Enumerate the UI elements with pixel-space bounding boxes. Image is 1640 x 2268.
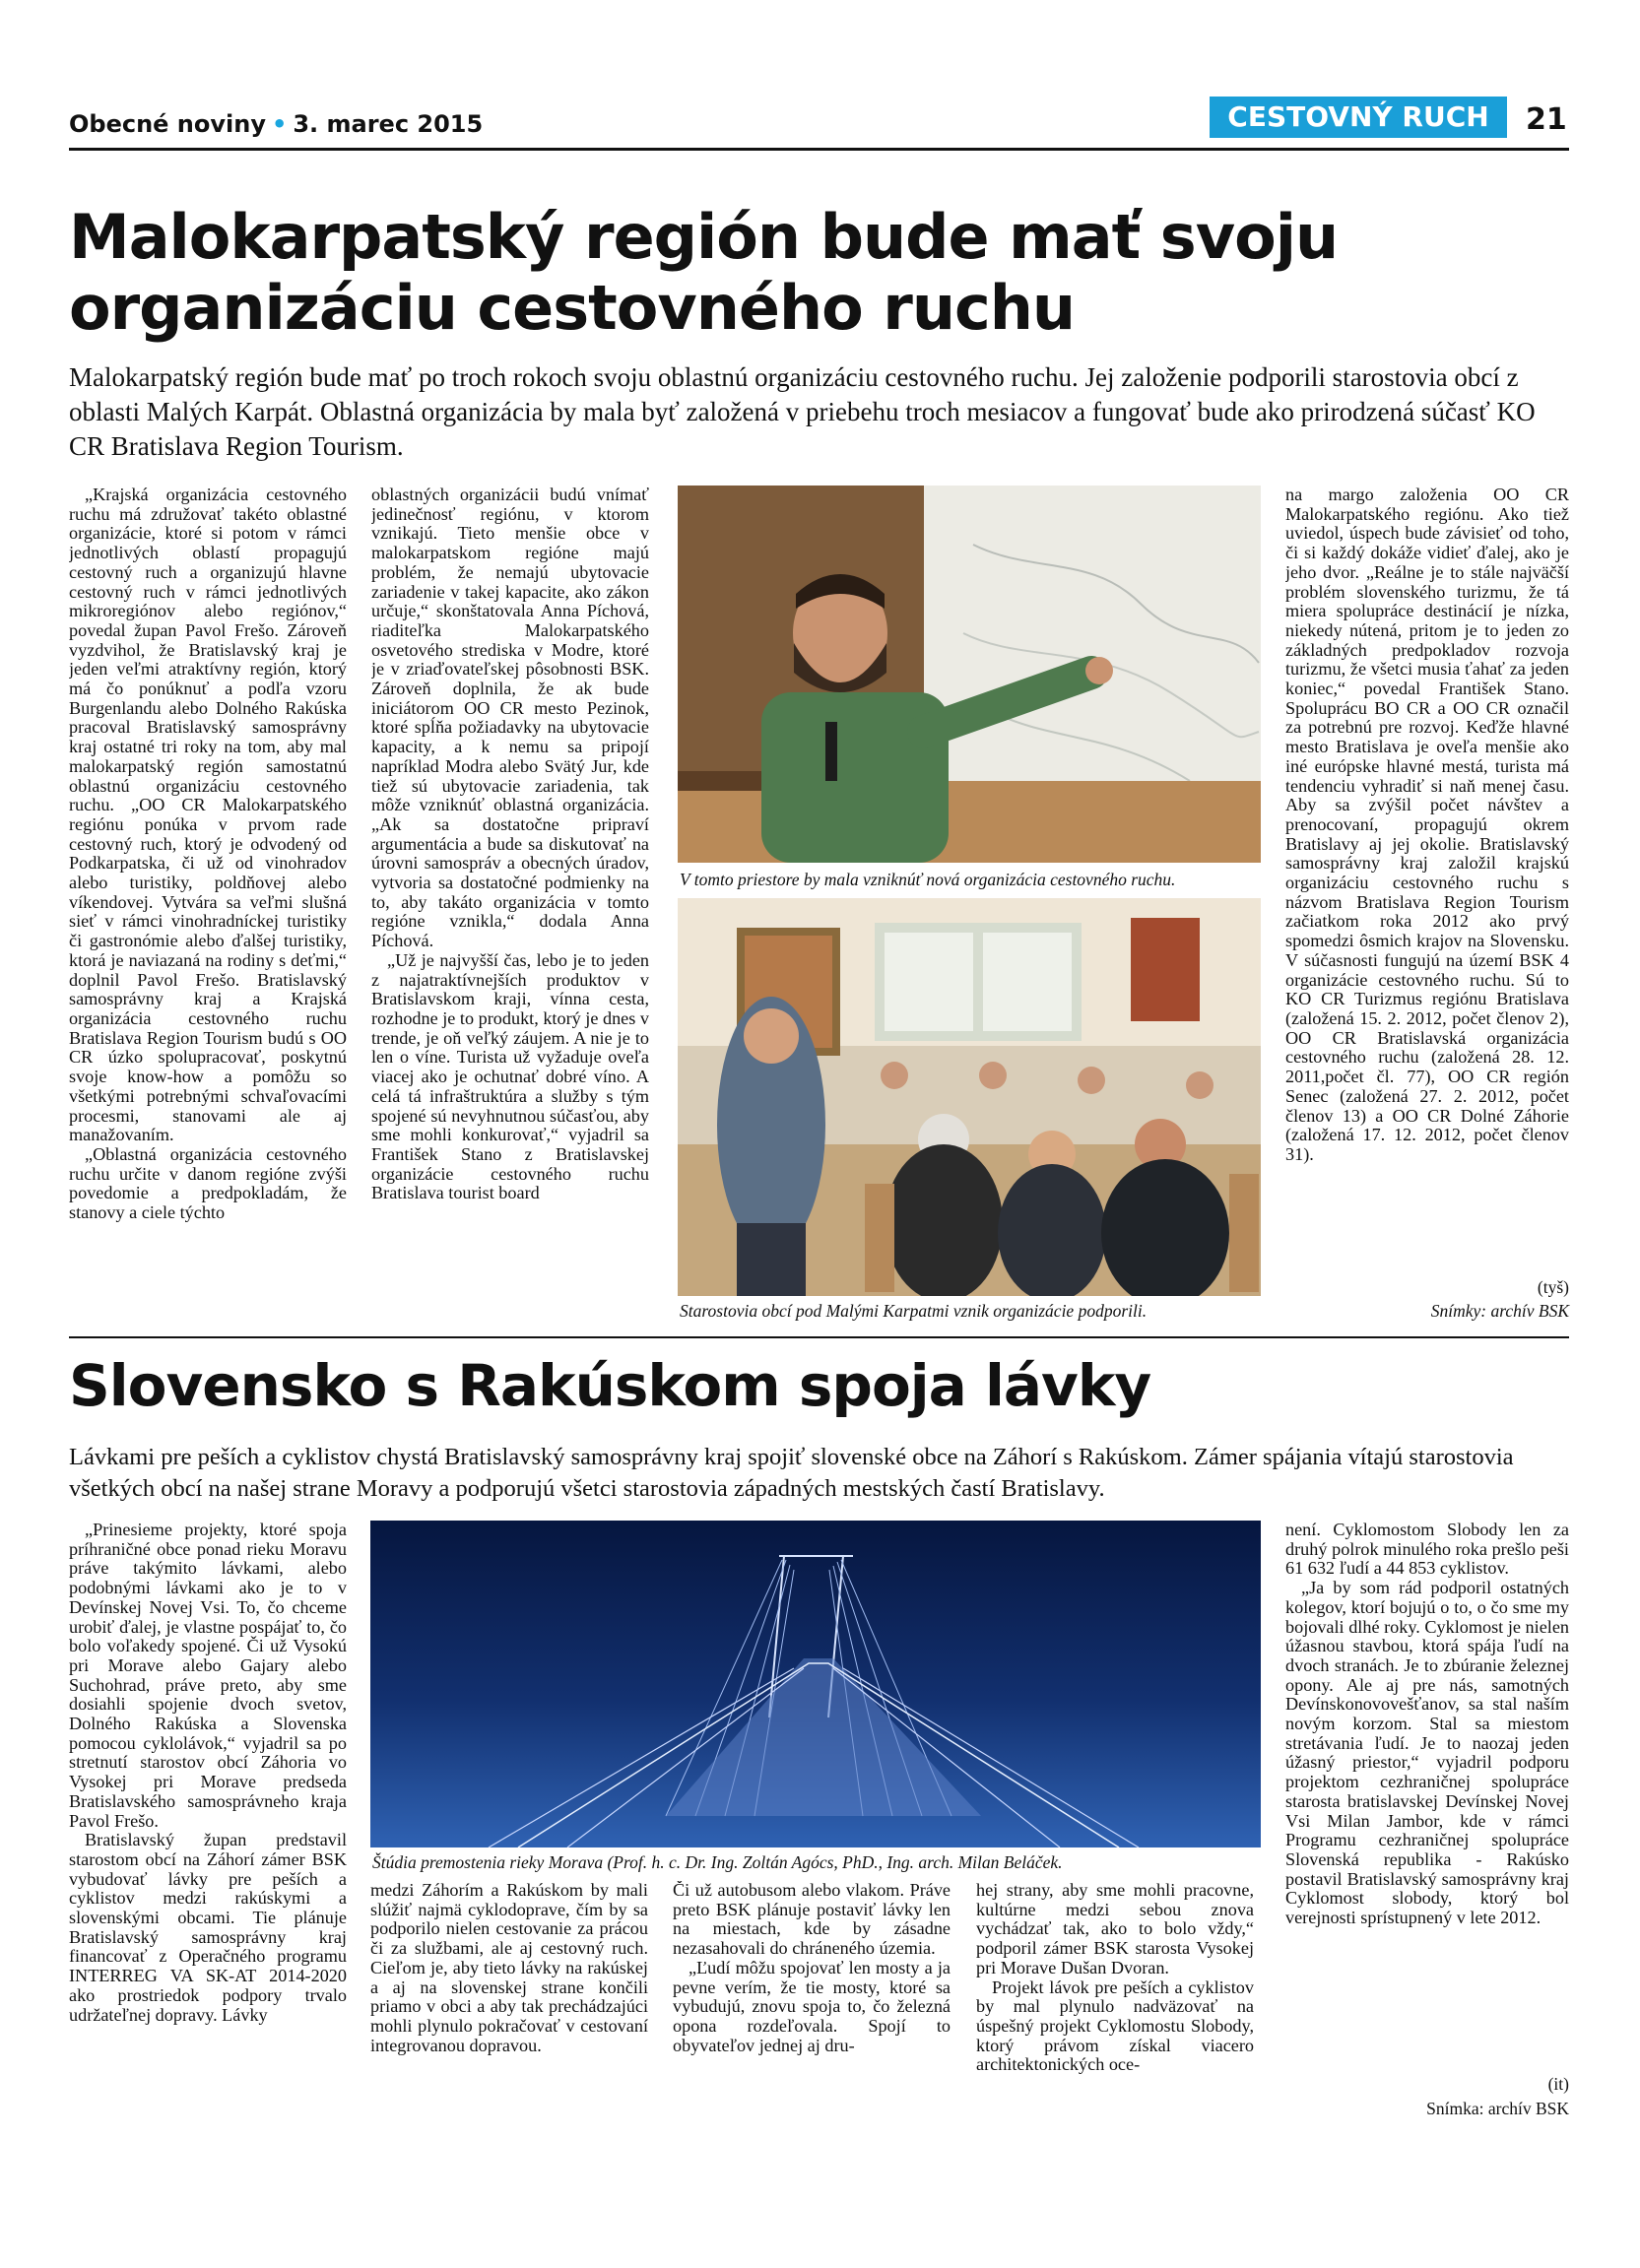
article2-photo-credit: Snímka: archív BSK <box>1426 2099 1569 2118</box>
photo-caption-2: Starostovia obcí pod Malými Karpatmi vznik organizácie podporili. <box>680 1301 1148 1321</box>
issue-date: 3. marec 2015 <box>293 110 484 138</box>
article1-headline <box>69 202 1338 344</box>
paragraph: „Krajská organizácia cestovného ruchu má združovať takéto oblastné organizácie, ktoré si potom v rámci jednotlivých oblastí propagujú cestovný ruch a organizujú hlavne cestovný ruch v rámci jednotlivých mikroregiónov alebo regiónov,“ povedal župan Pavol Frešo. Zároveň vyzdvihol, že Bratislavský kraj je jeden veľmi atraktívny región, ktorý má čo ponúknuť a podľa vzoru Burgenlandu alebo Dolného Rakúska pracoval Bratislavský samosprávny kraj ostatné tri roky na tom, aby mal malokarpatský región samostatnú oblastnú organizáciu cestovného ruchu. „OO CR Malokarpatského regiónu ponúka v prvom rade cestovný ruch, ktorý je odvodený od Podkarpatska, či už od vinohradov alebo turistiky, poldňovej alebo víkendovej. Vytvára sa veľmi slušná sieť v rámci vinohradníckej turistiky či gastronómie alebo ďalšej turistiky, ktorá je naviazaná na rodiny s deťmi,“ doplnil Pavol Frešo. Bratislavský samosprávny kraj a Krajská organizácia cestovného ruchu Bratislava Region Tourism budú s OO CR úzko spolupracovať, poskytnú svoje know-how a pomôžu so všetkými potrebnými schvaľovacími procesmi, stanovami ale aj manažovaním. <box>69 486 347 1145</box>
article2-column-2 <box>370 1881 648 2216</box>
paragraph: „Ja by som rád podporil ostatných kolegov, ktorí bojujú o to, o čo sme my bojovali dlhé roky. Cyklomost je nielen úžasnou stavbou, ktorá spája ľudí na dvoch stranách. Je to zbúranie železnej opony. Ale aj pre nás, samotných Devínskonovovešťanov, sa stal naším novým korzom. Stal sa miestom stretávania ľudí. Je to naozaj jeden úžasný priestor,“ vyjadril podporu projektom cezhraničnej spolupráce starosta bratislavskej Devínskej Novej Vsi Milan Jambor, kde v rámci Programu cezhraničnej spolupráce Slovenská republika - Rakúsko postavil Bratislavský samosprávny kraj Cyklomost slobody, ktorý bol verejnosti sprístupnený v lete 2012. <box>1285 1578 1569 1928</box>
publication-name: Obecné noviny <box>69 110 266 138</box>
article2-column-4 <box>976 1881 1254 2216</box>
paragraph: „Ľudí môžu spojovať len mosty a ja pevne verím, že tie mosty, ktoré sa vybudujú, znovu spoja to, čo železná opona rozdeľovala. Spojí to obyvateľov jednej aj dru- <box>673 1957 951 2055</box>
paragraph: „Oblastná organizácia cestovného ruchu určite v danom regióne zvýši povedomie a predpokladám, že stanovy a ciele týchto <box>69 1143 347 1223</box>
presenter-photo <box>678 486 1261 863</box>
article2-lead: Lávkami pre peších a cyklistov chystá Bratislavský samosprávny kraj spojiť slovenské obce na Záhorí s Rakúskom. Zámer spájania vítajú starostovia všetkých obcí na našej strane Moravy a podporujú všetci starostovia západných mestských častí Bratislavy. <box>69 1444 1514 1502</box>
article2-column-3 <box>673 1881 951 2216</box>
paragraph: „Už je najvyšší čas, lebo je to jeden z najatraktívnejších produktov v Bratislavskom kraji, vínna cesta, rozhodne je to produkt, ktorý je dnes v trende, je oň veľký záujem. A nie je to len o víne. Turista už vyžaduje oveľa viacej ako je ochutnať dobré víno. A celá tá infraštruktúra a služby s tým spojené sú nevyhnutnou súčasťou, aby sme mohli konkurovať,“ vyjadril sa František Stano z Bratislavskej organizácie cestovného ruchu Bratislava tourist board <box>371 949 649 1203</box>
page-number: 21 <box>1526 102 1567 137</box>
bridge-study-image <box>370 1521 1261 1847</box>
paragraph: medzi Záhorím a Rakúskom by mali slúžiť najmä cyklodopravе, čím by sa podporilo nielen cestovanie za prácou či za službami, ale aj cestovný ruch. Cieľom je, aby tieto lávky na rakúskej a aj na slovenskej strane končili priamo v obci a aby tak prechádzajúci mohli plynulo pokračovať v cestovaní integrovanou dopravou. <box>370 1881 648 2055</box>
bridge-caption: Štúdia premostenia rieky Morava (Prof. h. c. Dr. Ing. Zoltán Agócs, PhD., Ing. arch. Milan Beláček. <box>372 1852 1063 1872</box>
header-rule <box>69 148 1569 151</box>
article2-column-5 <box>1285 1521 1569 2072</box>
paragraph: Projekt lávok pre peších a cyklistov by mal plynulo nadväzovať na úspešný projekt Cyklomostu Slobody, ktorý právom získal viacero architektonických oce- <box>976 1976 1254 2075</box>
section-label: CESTOVNÝ RUCH <box>1210 97 1507 138</box>
article1-column-1 <box>69 486 347 1332</box>
paragraph: Či už autobusom alebo vlakom. Práve preto BSK plánuje postaviť lávky len na miestach, kde by zásadne nezasahovali do chráneného územia. <box>673 1881 951 1959</box>
article1-title-line1: Malokarpatský región bude mať svoju <box>69 201 1339 273</box>
article2-signature: (it) <box>1547 2074 1569 2094</box>
paragraph: hej strany, aby sme mohli pracovne, kultúrne medzi sebou znova vychádzať tak, ako to bolo vždy,“ podporil zámer BSK starosta Vysokej pri Morave Dušan Dvoran. <box>976 1881 1254 1977</box>
header-separator: • <box>271 110 288 138</box>
article1-photo-credit: Snímky: archív BSK <box>1430 1301 1569 1321</box>
paragraph: Bratislavský župan predstavil starostom obcí na Záhorí zámer BSK vybudovať lávky pre peších a cyklistov medzi rakúskymi a slovenskými obcami. Tie plánuje Bratislavský samosprávny kraj financovať z Operačného programu INTERREG VA SK-AT 2014-2020 ako prostriedok podpory trvalo udržateľnej dopravy. Lávky <box>69 1830 347 2025</box>
article1-signature: (tyš) <box>1537 1277 1569 1297</box>
paragraph: oblastných organizácii budú vnímať jedinečnosť regiónu, v ktorom vznikajú. Tieto menšie obce v malokarpatskom regióne majú problém, že nemajú ubytovacie zariadenie v takej kapacite, ako zákon určuje,“ skonštatovala Anna Píchová, riaditeľka Malokarpatského osvetového strediska v Modre, ktoré je v zriaďovateľskej pôsobnosti BSK. Zároveň doplnila, že ak bude iniciátorom OO CR mesto Pezinok, ktoré spĺňa požiadavky na ubytovacie kapacity, a k nemu sa pripojí napríklad Modra alebo Svätý Jur, kde tiež sú ubytovacie zariadenia, tak môže vzniknúť oblastná organizácia. „Ak sa dostatočne pripraví argumentácia a bude sa diskutovať na úrovni samospráv a obecných úradov, vytvoria sa dostatočné podmienky na to, aby takáto organizácia v tomto regióne vznikla,“ dodala Anna Píchová. <box>371 486 649 951</box>
paragraph: na margo založenia OO CR Malokarpatského regiónu. Ako tiež uviedol, úspech bude závisieť od toho, či si každý dokáže vidieť ďalej, ako je jeho dvor. „Reálne je to stále najväčší problém slovenského turizmu, že tá miera spolupráce destinácií je nízka, niekedy nútená, pritom je to jeden zo základných predpokladov rozvoja turizmu, že všetci musia ťahať za jeden koniec,“ povedal František Stano. Spoluprácu BO CR a OO CR označil za potrebnú pre rozvoj. Keďže hlavné mesto Bratislava je oveľa menšie ako iné európske hlavné mestá, turista má tendenciu vyhradiť si naň menej času. Aby sa zvýšil počet návštev a prenocovaní, propagujú okrem Bratislavy aj jej okolie. Bratislavský samosprávny kraj založil krajskú organizáciu cestovného ruchu s názvom Bratislava Region Tourism začiatkom roka 2012 ako prvý spomedzi ôsmich krajov na Slovensku. V súčasnosti fungujú na území BSK 4 organizácie cestovného ruchu. Sú to KO CR Turizmus regiónu Bratislava (založená 15. 2. 2012, počet členov 2), OO CR Bratislavská organizácia cestovného ruchu (založená 28. 12. 2011,počet čl. 77), OO CR región Senec (založená 27. 2. 2012, počet členov 13) a OO CR Dolné Záhorie (založená 17. 12. 2012, počet členov 31). <box>1285 486 1569 1164</box>
paragraph: není. Cyklomostom Slobody len za druhý polrok minulého roka prešlo peši 61 632 ľudí a 44 853 cyklistov. <box>1285 1521 1569 1579</box>
article1-column-5 <box>1285 486 1569 1291</box>
article1-lead: Malokarpatský región bude mať po troch rokoch svoju oblastnú organizáciu cestovného ruchu. Jej založenie podporili starostovia obcí z oblasti Malých Karpát. Oblastná organizácia by mala byť založená v priebehu troch mesiacov a fungovať bude ako prirodzená súčasť KO CR Bratislava Region Tourism. <box>69 362 1536 461</box>
photo-caption-1: V tomto priestore by mala vzniknúť nová organizácia cestovného ruchu. <box>680 870 1176 889</box>
article1-column-2 <box>371 486 649 1332</box>
article2-headline: Slovensko s Rakúskom spoja lávky <box>69 1352 1151 1419</box>
article-divider <box>69 1336 1569 1338</box>
article1-title-line2: organizáciu cestovného ruchu <box>69 272 1076 344</box>
paragraph: „Prinesieme projekty, ktoré spoja príhraničné obce ponad rieku Moravu práve takýmito lávkami, alebo podobnými lávkami ako je to v Devínskej Novej Vsi. To, čo chceme urobiť ďalej, je vlastne pospájať to, čo bolo voľakedy spojené. Či už Vysokú pri Morave alebo Gajary alebo Suchohrad, práve preto, aby sme dosiahli spojenie dvoch svetov, Dolného Rakúska a Slovenska pomocou cyklolávok,“ vyjadril sa po stretnutí starostov obcí Záhoria vo Vysokej pri Morave predseda Bratislavského samosprávneho kraja Pavol Frešo. <box>69 1521 347 1831</box>
page-header-publication <box>69 110 483 138</box>
meeting-photo <box>678 898 1261 1296</box>
article2-column-1 <box>69 1521 347 2210</box>
